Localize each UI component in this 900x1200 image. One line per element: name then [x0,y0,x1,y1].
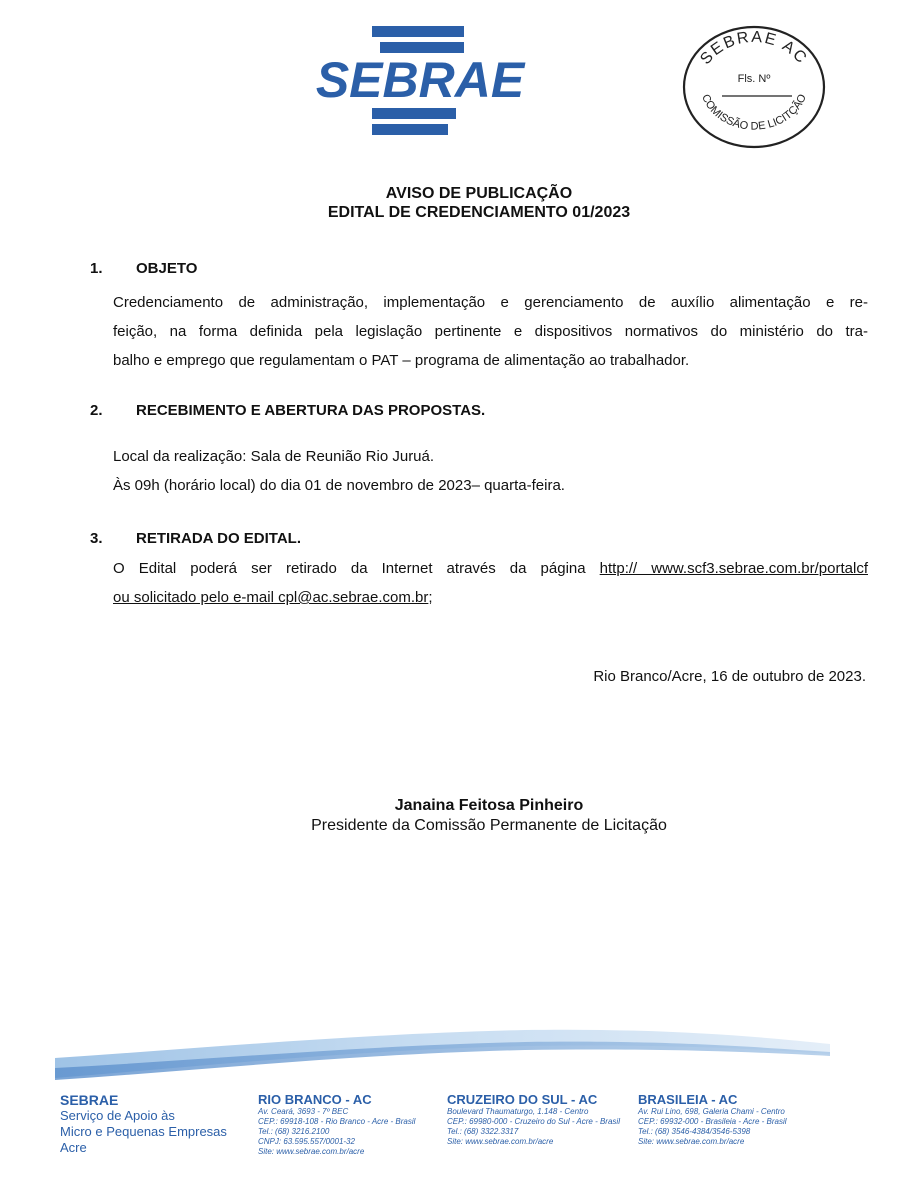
office-line: Site: www.sebrae.com.br/acre [447,1137,554,1146]
document-title [0,184,900,222]
title-line-1: AVISO DE PUBLICAÇÃO [385,185,573,202]
footer-desc-line: Acre [60,1140,87,1155]
body-text: ; [428,589,433,606]
office-line: Site: www.sebrae.com.br/acre [258,1147,365,1156]
svg-text:SEBRAE AC [697,29,811,68]
footer-wave-decoration [55,1020,835,1080]
section-2-heading [90,402,485,419]
signatory-role: Presidente da Comissão Permanente de Licitação [311,817,667,834]
footer-desc-line: Serviço de Apoio às [60,1108,175,1123]
edital-portal-link[interactable]: http:// www.scf3.sebrae.com.br/portalcf [599,560,868,577]
office-line: Av. Ceará, 3693 - 7º BEC [258,1107,349,1116]
office-line: Site: www.sebrae.com.br/acre [638,1137,745,1146]
section-2-body [113,442,868,500]
sebrae-logo-icon [300,22,540,142]
body-line: Às 09h (horário local) do dia 01 de novembro de 2023– quarta-feira. [113,477,565,494]
body-line: Local da realização: Sala de Reunião Rio Juruá. [113,448,435,465]
section-number: 2. [90,402,103,419]
section-1-body [113,288,868,375]
footer-office-brasileia [638,1092,787,1147]
commission-stamp [680,24,828,150]
body-line: Credenciamento de administração, implementação e gerenciamento de auxílio alimentação e re- [113,294,868,311]
section-number: 3. [90,530,103,547]
office-line: Tel.: (68) 3546-4384/3546-5398 [638,1127,751,1136]
title-line-2: EDITAL DE CREDENCIAMENTO 01/2023 [327,204,631,221]
footer-brand: SEBRAE [60,1092,119,1108]
office-line: CEP.: 69980-000 - Cruzeiro do Sul - Acre - Brasil [447,1117,620,1126]
stamp-bottom-text: COMISSÃO DE LICITÇÃO [699,92,809,133]
office-line: CEP.: 69932-000 - Brasileia - Acre - Brasil [638,1117,787,1126]
section-1-heading [90,260,197,277]
office-line: Tel.: (68) 3322.3317 [447,1127,519,1136]
office-line: Boulevard Thaumaturgo, 1.148 - Centro [447,1107,589,1116]
signature-block [0,796,900,836]
section-3-heading [90,530,301,547]
section-title: RECEBIMENTO E ABERTURA DAS PROPOSTAS. [136,402,486,419]
section-number: 1. [90,260,103,277]
stamp-top-text: SEBRAE AC [697,28,811,68]
office-line: Av. Rui Lino, 698, Galeria Chami - Centro [638,1107,785,1116]
svg-text:COMISSÃO DE LICITÇÃO [699,92,809,133]
body-line: feição, na forma definida pela legislação pertinente e dispositivos normativos do ministério do tra- [113,323,868,340]
section-3-body [113,554,868,612]
body-line: balho e emprego que regulamentam o PAT – programa de alimentação ao trabalhador. [113,352,690,369]
footer-office-cruzeiro-do-sul [447,1092,620,1147]
office-line: Tel.: (68) 3216.2100 [258,1127,330,1136]
sebrae-logo [300,22,540,142]
logo-text: SEBRAE [315,52,525,108]
office-name: BRASILEIA - AC [638,1092,738,1107]
body-text: O Edital poderá ser retirado da Internet através da página [113,560,600,577]
footer-desc-line: Micro e Pequenas Empresas [60,1124,227,1139]
cpl-email-link[interactable]: ou solicitado pelo e-mail cpl@ac.sebrae.com.br [113,589,429,606]
office-line: CEP.: 69918-108 - Rio Branco - Acre - Brasil [258,1117,416,1126]
section-title: OBJETO [136,260,198,277]
office-line: CNPJ: 63.595.557/0001-32 [258,1137,355,1146]
footer-organization [60,1092,227,1156]
date-line: Rio Branco/Acre, 16 de outubro de 2023. [593,668,866,685]
office-name: RIO BRANCO - AC [258,1092,372,1107]
section-title: RETIRADA DO EDITAL. [136,530,301,547]
stamp-field-label: Fls. Nº [737,73,771,85]
signatory-name: Janaina Feitosa Pinheiro [394,797,584,814]
footer-office-rio-branco [258,1092,415,1157]
office-name: CRUZEIRO DO SUL - AC [447,1092,598,1107]
